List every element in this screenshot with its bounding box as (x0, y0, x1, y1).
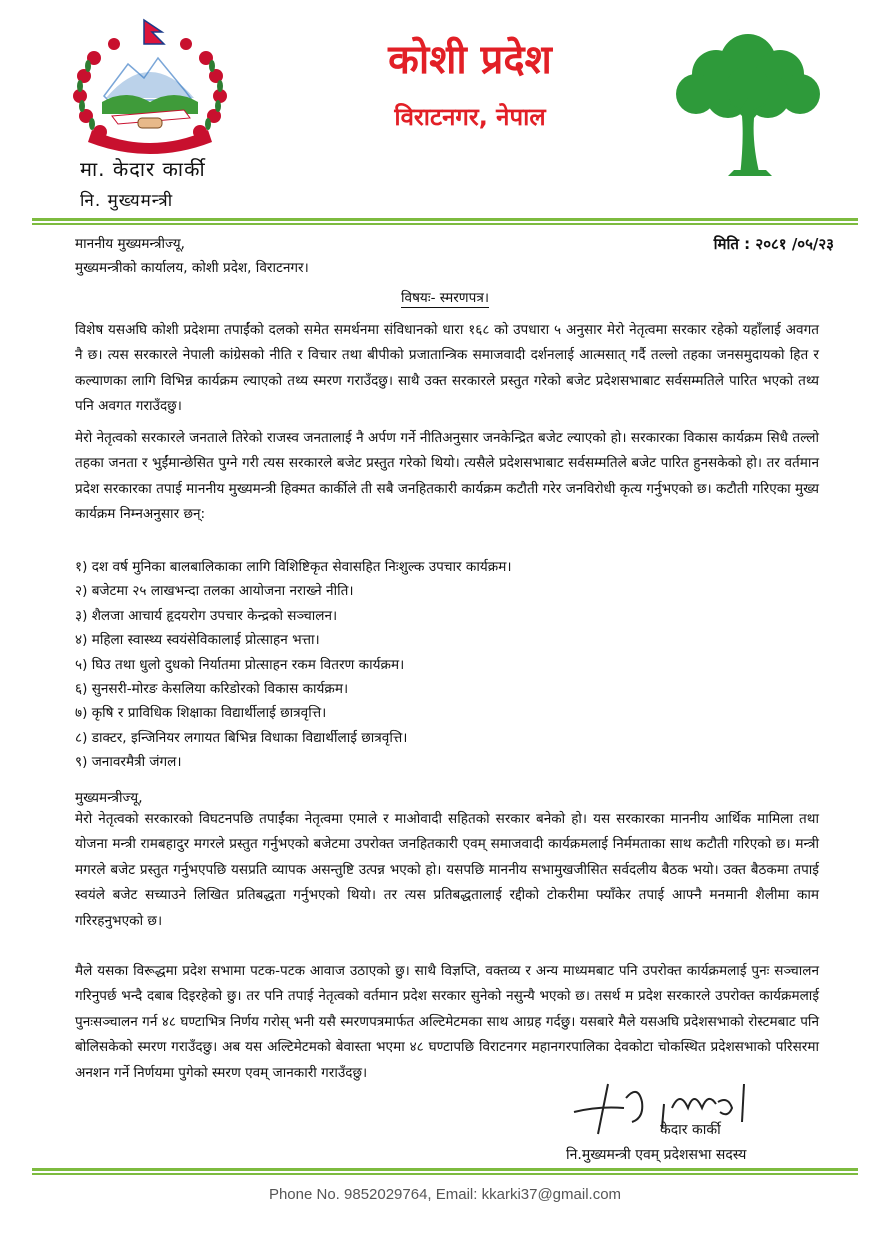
recipient-line-2: मुख्यमन्त्रीको कार्यालय, कोशी प्रदेश, विराटनगर। (75, 260, 309, 276)
letterhead-subtitle: विराटनगर, नेपाल (394, 103, 546, 131)
footer-divider (32, 1168, 858, 1175)
subject-text: विषयः- स्मरणपत्र। (401, 290, 489, 306)
handwritten-post: नि. मुख्यमन्त्री (80, 191, 174, 211)
paragraph-3: मेरो नेतृत्वको सरकारको विघटनपछि तपाईंका नेतृत्वमा एमाले र माओवादी सहितको सरकार बनेको हो। यस सरकारका माननीय आर्थिक मामिला तथा योजना मन्त्री रामबहादुर मगरले प्रस्तुत गर्नुभएको बजेटमा उपरोक्त जनहितकारी एवम् समाजवादी कार्यक्रमलाई निर्ममताका साथ कटौती गरिएको छ। मन्त्री मगरले बजेट प्रस्तुत गर्नुभएपछि यसप्रति व्यापक असन्तुष्टि उत्पन्न भएको हो। यसपछि माननीय सभामुखजीसित सर्वदलीय बैठक भयो। उक्त बैठकमा तपाई स्वयंले बजेट सच्याउने लिखित प्रतिबद्धता गर्नुभएको थियो। तर त्यस प्रतिबद्धतालाई रद्दीको टोकरीमा फ्याँकेर तपाई आफ्नै मनमानी शैलीमा काम गरिरहनुभएको छ। (75, 811, 819, 929)
list-item: ७) कृषि र प्राविधिक शिक्षाका विद्यार्थीलाई छात्रवृत्ति। (75, 705, 327, 722)
paragraph-4: मैले यसका विरूद्धमा प्रदेश सभामा पटक-पटक आवाज उठाएको छु। साथै विज्ञप्ति, वक्तव्य र अन्य माध्यमबाट पनि उपरोक्त कार्यक्रमलाई पुनः सञ्चालन गरिनुपर्छ भन्दै दबाब दिइरहेको छु। तर पनि तपाई नेतृत्वको वर्तमान प्रदेश सरकार सुनेको नसुन्यै भएको छ। तसर्थ म प्रदेश सरकारले उपरोक्त कार्यक्रमलाई पुनःसञ्चालन गर्न ४८ घण्टाभित्र निर्णय गरोस् भनी यसै स्मरणपत्रमार्फत अल्टिमेटमका साथ आग्रह गर्दछु। यसबारे मैले यसअघि प्रदेशसभाको रोस्टमबाट पनि बोलिसकेको स्मरण गराउँदछु। अब यस अल्टिमेटमको बेवास्ता भएमा ४८ घण्टापछि विराटनगर महानगरपालिका देवकोटा चोकस्थित प्रदेशसभाको परिसरमा अनशन गर्ने निर्णयमा पुगेको स्मरण एवम् जानकारी गराउँदछु। (75, 963, 819, 1081)
recipient-line-1: माननीय मुख्यमन्त्रीज्यू, (75, 236, 185, 252)
handwritten-name: मा. केदार कार्की (80, 157, 206, 181)
paragraph-2: मेरो नेतृत्वको सरकारले जनताले तिरेको राजस्व जनतालाई नै अर्पण गर्ने नीतिअनुसार जनकेन्द्रित बजेट ल्याएको हो। सरकारका विकास कार्यक्रम सिधै तल्लो तहका जनता र भुईंमान्छेसित पुग्ने गरी त्यस सरकारले बजेट प्रस्तुत गरेको थियो। त्यसैले प्रदेशसभाबाट सर्वसम्मतिले बजेट पारित हुनसकेको हो। तर वर्तमान प्रदेश सरकारका तपाई माननीय मुख्यमन्त्री हिक्मत कार्कीले ती सबै जनहितकारी कार्यक्रम कटौती गरेर जनविरोधी कृत्य गर्नुभएको छ। कटौती गरिएका मुख्य कार्यक्रम निम्नअनुसार छन्: (75, 430, 820, 523)
list-item: ५) घिउ तथा धुलो दुधको निर्यातमा प्रोत्साहन रकम वितरण कार्यक्रम। (75, 656, 405, 673)
letterhead-title: कोशी प्रदेश (388, 37, 552, 83)
list-item: २) बजेटमा २५ लाखभन्दा तलका आयोजना नराख्ने नीति। (75, 583, 354, 600)
letter-subject (0, 286, 890, 311)
nepal-coat-of-arms-icon (66, 18, 234, 156)
paragraph-1: विशेष यसअघि कोशी प्रदेशमा तपाईंको दलको समेत समर्थनमा संविधानको धारा १६८ को उपधारा ५ अनुसार मेरो नेतृत्वमा सरकार रहेको यहाँलाई अवगत नै छ। त्यस सरकारले नेपाली कांग्रेसको नीति र विचार तथा बीपीको प्रजातान्त्रिक समाजवादी दर्शनलाई आत्मसात् गर्दै तल्लो तहका जनसमुदायको हित र कल्याणका लागि विभिन्न कार्यक्रम ल्याएको तथ्य स्मरण गराउँदछु। साथै उक्त सरकारले प्रस्तुत गरेको बजेट प्रदेशसभाबाट सर्वसम्मतिले पारित भएको तथ्य पनि अवगत गराउँदछु। (75, 322, 819, 415)
list-item: १) दश वर्ष मुनिका बालबालिकाका लागि विशिष्टिकृत सेवासहित निःशुल्क उपचार कार्यक्रम। (75, 559, 512, 575)
list-item: ४) महिला स्वास्थ्य स्वयंसेविकालाई प्रोत्साहन भत्ता। (75, 632, 320, 649)
list-item: ९) जनावरमैत्री जंगल। (75, 754, 182, 771)
list-item: ८) डाक्टर, इन्जिनियर लगायत बिभिन्न विधाका विद्यार्थीलाई छात्रवृत्ति। (75, 729, 408, 746)
cut-programs-list (75, 555, 819, 775)
signatory-title: नि.मुख्यमन्त्री एवम् प्रदेशसभा सदस्य (566, 1147, 747, 1163)
footer-contact: Phone No. 9852029764, Email: kkarki37@gmail.com (268, 1186, 622, 1203)
salutation: मुख्यमन्त्रीज्यू, (75, 790, 143, 806)
header-divider (32, 218, 858, 225)
tree-logo-icon (668, 30, 828, 178)
list-item: ६) सुनसरी-मोरङ केसलिया करिडोरको विकास कार्यक्रम। (75, 681, 349, 698)
list-item: ३) शैलजा आचार्य हृदयरोग उपचार केन्द्रको सञ्चालन। (75, 607, 338, 624)
letter-date: मिति : २०८१ /०५/२३ (713, 235, 834, 253)
signatory-name: केदार कार्की (660, 1122, 721, 1138)
